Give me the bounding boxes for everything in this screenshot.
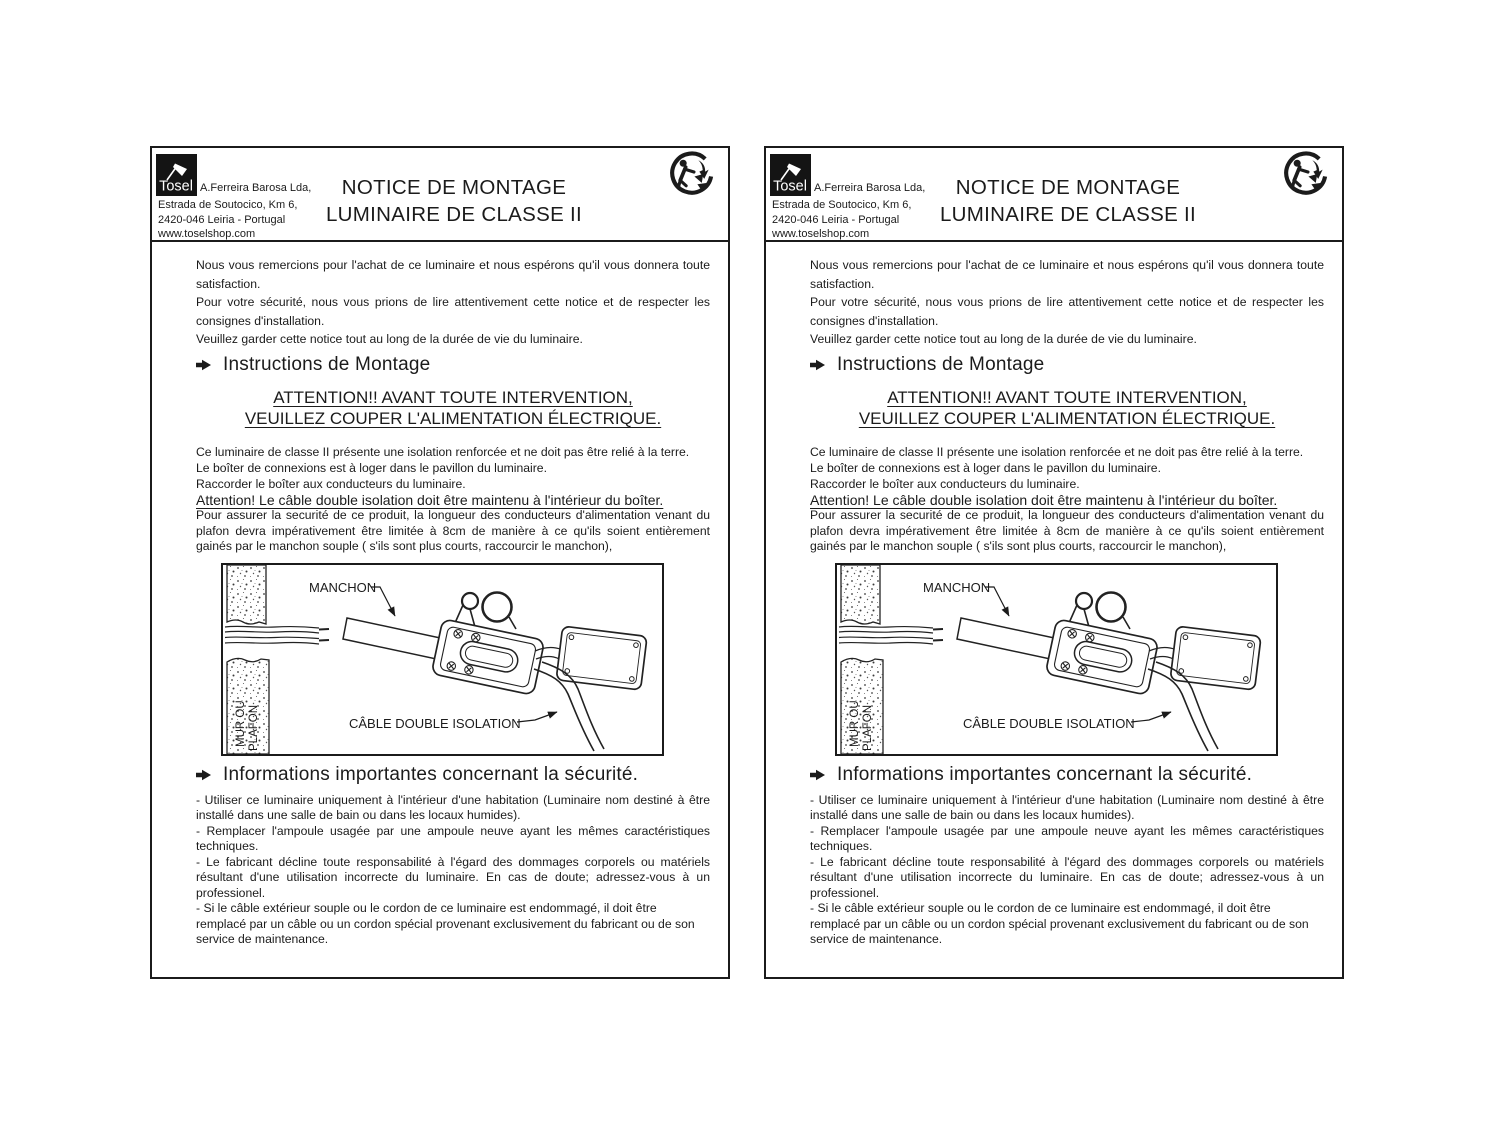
class2-line-2: Le boîter de connexions est à loger dans le pavillon du luminaire. (196, 460, 547, 475)
tosel-logo (156, 154, 197, 196)
diagram-wires (225, 626, 329, 644)
address-line-2: Estrada de Soutocico, Km 6, (772, 199, 912, 211)
warning-line-2: VEUILLEZ COUPER L'ALIMENTATION ÉLECTRIQUE. (858, 409, 1276, 429)
notice-page-right (764, 146, 1344, 979)
svg-text:PLAFON: PLAFON (248, 704, 260, 751)
address-line-3: 2420-046 Leiria - Portugal (772, 213, 900, 226)
label-cable-double-isolation: CÂBLE DOUBLE ISOLATION (963, 715, 1135, 731)
label-mur-ou-plafon (849, 700, 874, 751)
safety-item-3: - Le fabricant décline toute responsabilité à l'égard des dommages corporels ou matériels résultant d'une utilisation incorrecte du luminaire. En cas de doute; adressez-vous à un professionel. (810, 854, 1324, 900)
class2-line-3: Raccorder le boîter aux conducteurs du luminaire. (196, 476, 466, 491)
diagram-cover (1170, 626, 1261, 690)
safety-item-2: - Remplacer l'ampoule usagée par une ampoule neuve ayant les mêmes caractéristiques techniques. (810, 823, 1324, 854)
diagram-wires (839, 626, 943, 644)
notice-page-left (150, 146, 730, 979)
intro-paragraph-2: Pour votre sécurité, nous vous prions de lire attentivement cette notice et de respecter les consignes d'installation. (810, 295, 1324, 328)
safety-item-2: - Remplacer l'ampoule usagée par une ampoule neuve ayant les mêmes caractéristiques techniques. (196, 823, 710, 854)
class2-block (810, 444, 1324, 492)
class2-block (196, 444, 710, 492)
lamp-icon (770, 154, 811, 196)
warning-line-1: ATTENTION!! AVANT TOUTE INTERVENTION, (887, 387, 1247, 407)
intro-paragraph-1: Nous vous remercions pour l'achat de ce luminaire et nous espérons qu'il vous donnera toute satisfaction. (810, 258, 1324, 291)
triman-recycling-icon (1282, 151, 1329, 198)
label-cable-double-isolation: CÂBLE DOUBLE ISOLATION (349, 715, 521, 731)
page-title-line-2: LUMINAIRE DE CLASSE II (325, 203, 583, 226)
assembly-diagram (835, 563, 1278, 756)
assembly-diagram (221, 563, 664, 756)
diagram-connection-box (431, 592, 544, 695)
section-heading-montage (196, 354, 710, 376)
arrow-right-icon (196, 359, 212, 371)
address-line-3: 2420-046 Leiria - Portugal (158, 213, 286, 226)
address-line-1: A.Ferreira Barosa Lda, (200, 182, 312, 194)
page-title (326, 174, 582, 228)
diagram-cover (556, 626, 647, 690)
page-title-line-2: LUMINAIRE DE CLASSE II (939, 203, 1197, 226)
section-heading-securite-label: Informations importantes concernant la sécurité. (223, 763, 639, 785)
page-body (152, 242, 728, 948)
label-manchon: MANCHON (309, 579, 377, 595)
section-heading-montage-label: Instructions de Montage (223, 353, 431, 375)
intro-block (810, 256, 1324, 349)
svg-text:MUR OU: MUR OU (235, 700, 247, 747)
intro-paragraph-3: Veuillez garder cette notice tout au long de la durée de vie du luminaire. (196, 332, 583, 347)
arrow-right-icon (810, 359, 826, 371)
attention-cable-note: Attention! Le câble double isolation doit être maintenu à l'intérieur du boîter. (196, 491, 664, 508)
address-block (158, 198, 297, 242)
lamp-icon (156, 154, 197, 196)
intro-block (196, 256, 710, 349)
page-header (152, 148, 728, 242)
safety-list (810, 793, 1324, 948)
page-title (940, 174, 1196, 228)
intro-paragraph-1: Nous vous remercions pour l'achat de ce luminaire et nous espérons qu'il vous donnera toute satisfaction. (196, 258, 710, 291)
label-manchon: MANCHON (923, 579, 991, 595)
address-line-1: A.Ferreira Barosa Lda, (814, 182, 926, 194)
diagram-connection-box (1045, 592, 1158, 695)
section-heading-securite-label: Informations importantes concernant la sécurité. (837, 763, 1253, 785)
intro-paragraph-3: Veuillez garder cette notice tout au long de la durée de vie du luminaire. (810, 332, 1197, 347)
safety-list (196, 793, 710, 948)
class2-line-1: Ce luminaire de classe II présente une isolation renforcée et ne doit pas être relié à la terre. (196, 444, 690, 459)
section-heading-securite (810, 764, 1324, 786)
brand-name: Tosel (159, 178, 193, 195)
arrow-right-icon (196, 769, 212, 781)
warning-block (196, 387, 710, 430)
safety-item-4: - Si le câble extérieur souple ou le cordon de ce luminaire est endommagé, il doit être remplacé par un câble ou un cordon spécial provenant exclusivement du fabricant ou de son service de maintenance. (810, 901, 1309, 947)
warning-line-2: VEUILLEZ COUPER L'ALIMENTATION ÉLECTRIQUE. (244, 409, 662, 429)
section-heading-montage (810, 354, 1324, 376)
safety-item-3: - Le fabricant décline toute responsabilité à l'égard des dommages corporels ou matériels résultant d'une utilisation incorrecte du luminaire. En cas de doute; adressez-vous à un professionel. (196, 854, 710, 900)
attention-cable-note: Attention! Le câble double isolation doit être maintenu à l'intérieur du boîter. (810, 491, 1278, 508)
address-line-4: www.toselshop.com (772, 228, 870, 240)
class2-line-1: Ce luminaire de classe II présente une isolation renforcée et ne doit pas être relié à la terre. (810, 444, 1304, 459)
svg-text:MUR OU: MUR OU (849, 700, 861, 747)
svg-text:PLAFON: PLAFON (862, 704, 874, 751)
page-title-line-1: NOTICE DE MONTAGE (341, 176, 567, 199)
class2-line-2: Le boîter de connexions est à loger dans le pavillon du luminaire. (810, 460, 1161, 475)
arrow-right-icon (810, 769, 826, 781)
section-heading-securite (196, 764, 710, 786)
safety-item-1: - Utiliser ce luminaire uniquement à l'intérieur d'une habitation (Luminaire nom destiné à être installé dans une salle de bain ou dans les locaux humides). (196, 792, 710, 823)
manchon-paragraph: Pour assurer la securité de ce produit, la longueur des conducteurs d'alimentation venant du plafon devra impérativement être limitée à 8cm de manière à ce qu'ils soient entièrement gainés par le manchon souple ( s'ils sont plus courts, raccourcir le manchon), (810, 507, 1324, 554)
page-body (766, 242, 1342, 948)
label-mur-ou-plafon (235, 700, 260, 751)
page-title-line-1: NOTICE DE MONTAGE (955, 176, 1181, 199)
warning-block (810, 387, 1324, 430)
intro-paragraph-2: Pour votre sécurité, nous vous prions de lire attentivement cette notice et de respecter les consignes d'installation. (196, 295, 710, 328)
section-heading-montage-label: Instructions de Montage (837, 353, 1045, 375)
triman-recycling-icon (668, 151, 715, 198)
tosel-logo (770, 154, 811, 196)
brand-name: Tosel (773, 178, 807, 195)
manchon-paragraph: Pour assurer la securité de ce produit, la longueur des conducteurs d'alimentation venant du plafon devra impérativement être limitée à 8cm de manière à ce qu'ils soient entièrement gainés par le manchon souple ( s'ils sont plus courts, raccourcir le manchon), (196, 507, 710, 554)
safety-item-4: - Si le câble extérieur souple ou le cordon de ce luminaire est endommagé, il doit être remplacé par un câble ou un cordon spécial provenant exclusivement du fabricant ou de son service de maintenance. (196, 901, 695, 947)
safety-item-1: - Utiliser ce luminaire uniquement à l'intérieur d'une habitation (Luminaire nom destiné à être installé dans une salle de bain ou dans les locaux humides). (810, 792, 1324, 823)
page-header (766, 148, 1342, 242)
address-block (772, 198, 911, 242)
address-line-4: www.toselshop.com (158, 228, 256, 240)
warning-line-1: ATTENTION!! AVANT TOUTE INTERVENTION, (273, 387, 633, 407)
class2-line-3: Raccorder le boîter aux conducteurs du luminaire. (810, 476, 1080, 491)
address-line-2: Estrada de Soutocico, Km 6, (158, 199, 298, 211)
